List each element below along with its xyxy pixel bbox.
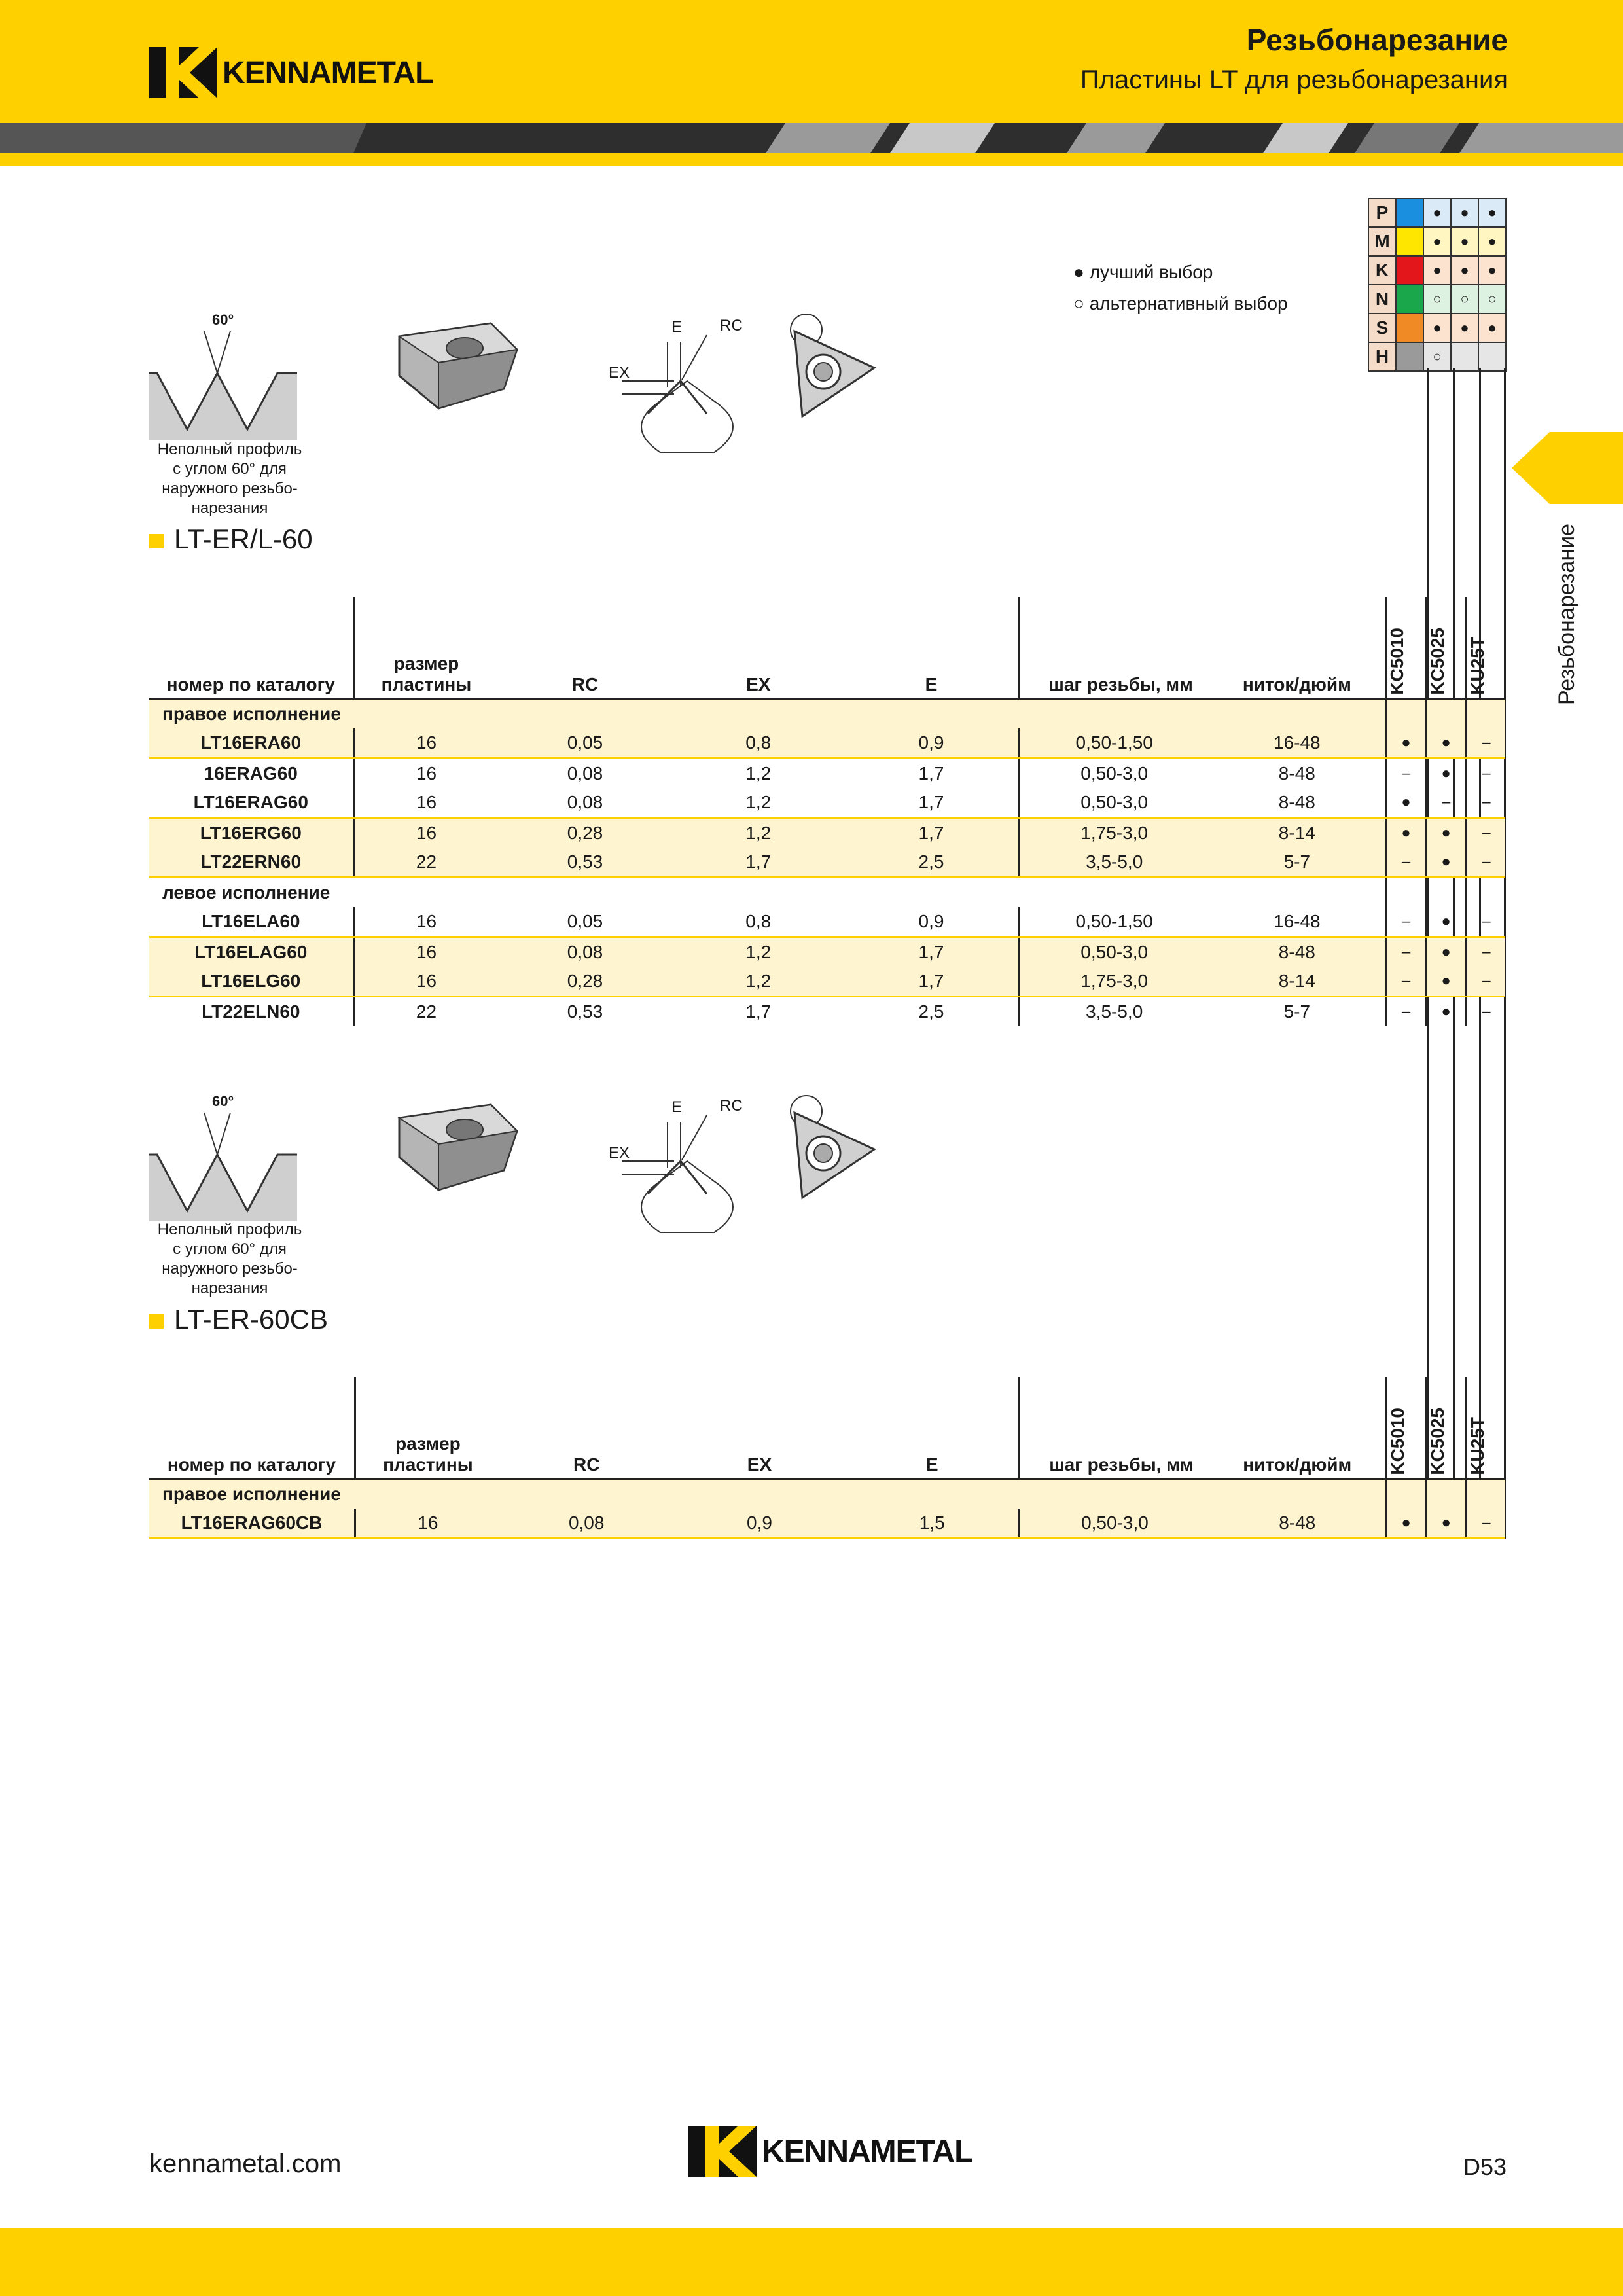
legend-best — [1073, 262, 1213, 283]
grade-mark: ● — [1426, 848, 1466, 878]
grade-mark: ● — [1386, 818, 1426, 848]
material-row — [1368, 342, 1506, 371]
grade-mark: – — [1386, 997, 1426, 1027]
section-label: правое исполнение — [149, 699, 1386, 729]
material-grade-mark: ● — [1451, 256, 1478, 285]
series-title-text-2: LT-ER-60CB — [174, 1304, 328, 1335]
table-cell: 1,7 — [845, 937, 1019, 967]
grade-mark: – — [1466, 848, 1505, 878]
yellow-square-icon — [149, 534, 164, 548]
grade-cell — [1386, 1479, 1426, 1509]
grade-mark: ● — [1426, 818, 1466, 848]
material-color-swatch — [1396, 227, 1423, 256]
section-label: левое исполнение — [162, 882, 330, 903]
table-cell: 0,50-3,0 — [1019, 937, 1209, 967]
grade-mark: ● — [1386, 788, 1426, 818]
table-cell: 0,08 — [500, 1509, 673, 1539]
material-grade-mark: ● — [1478, 227, 1506, 256]
grade-cell — [1386, 699, 1426, 729]
table-cell: 0,50-3,0 — [1019, 788, 1209, 818]
table-cell: 1,2 — [745, 763, 772, 783]
table-cell: 0,28 — [498, 967, 671, 997]
material-grade-mark: ● — [1423, 198, 1451, 227]
material-code: M — [1368, 227, 1396, 256]
dim-ex-label-2: EX — [609, 1144, 630, 1162]
section-tab[interactable] — [1512, 432, 1623, 504]
page-number: D53 — [1463, 2153, 1507, 2180]
column-header: E — [845, 597, 1019, 699]
dim-ex-label: EX — [609, 364, 630, 382]
material-grade-mark: ● — [1423, 227, 1451, 256]
section-row — [149, 699, 1505, 729]
series-title-text: LT-ER/L-60 — [174, 524, 313, 554]
grade-header — [1386, 597, 1426, 699]
profile-caption: Неполный профиль с углом 60° для наружного резьбо- нарезания — [157, 440, 302, 517]
table-cell: 8-48 — [1209, 937, 1386, 967]
table-cell: 5-7 — [1283, 1001, 1311, 1022]
material-code: S — [1368, 314, 1396, 342]
table-cell: 1,7 — [745, 1001, 772, 1022]
table-row — [149, 1509, 1505, 1539]
column-header: EX — [673, 1377, 846, 1479]
column-header: RC — [498, 597, 671, 699]
grade-cell — [1386, 878, 1426, 908]
table-cell: 0,53 — [567, 1001, 603, 1022]
table-cell: 0,9 — [845, 907, 1019, 937]
angle-label-2: 60° — [212, 1093, 234, 1109]
material-grade-mark — [1478, 342, 1506, 371]
grade-header — [1426, 597, 1466, 699]
grade-mark: ● — [1426, 967, 1466, 997]
grade-mark: – — [1466, 788, 1505, 818]
hollow-dot-icon: ○ — [1073, 293, 1084, 314]
table-cell: 0,05 — [498, 907, 671, 937]
table-cell: 3,5-5,0 — [1086, 1001, 1143, 1022]
table-row — [149, 937, 1505, 967]
brand-name: KENNAMETAL — [223, 55, 434, 90]
table-cell: 16 — [353, 937, 498, 967]
catalog-number: LT16ELAG60 — [149, 937, 353, 967]
table-cell: 0,05 — [498, 728, 671, 759]
material-grade-mark: ● — [1451, 227, 1478, 256]
table-cell: 16 — [353, 788, 498, 818]
column-header: ниток/дюйм — [1209, 1377, 1386, 1479]
table-header-row — [149, 1377, 1505, 1479]
table-cell: 0,9 — [673, 1509, 846, 1539]
table-cell: 0,08 — [498, 788, 671, 818]
profile-caption-2: Неполный профиль с углом 60° для наружного резьбо- нарезания — [157, 1221, 302, 1297]
material-color-swatch — [1396, 198, 1423, 227]
legend-alternative — [1073, 293, 1288, 314]
grade-mark: – — [1386, 759, 1426, 789]
table-cell: 0,8 — [672, 907, 845, 937]
grade-header-label: KC5025 — [1427, 628, 1448, 695]
legend-best-label: лучший выбор — [1089, 262, 1213, 282]
table-cell: 0,50-1,50 — [1019, 728, 1209, 759]
series-title — [149, 524, 313, 555]
material-grade-mark: ● — [1451, 198, 1478, 227]
grade-header-label: KC5010 — [1387, 628, 1408, 695]
table-cell: 1,7 — [672, 848, 845, 878]
material-color-swatch — [1396, 256, 1423, 285]
table-cell: 0,50-1,50 — [1019, 907, 1209, 937]
material-row — [1368, 198, 1506, 227]
table-cell: 1,7 — [845, 759, 1019, 789]
catalog-number: LT16ELG60 — [149, 967, 353, 997]
grade-cell — [1466, 699, 1505, 729]
section-tab-label: Резьбонарезание — [1554, 524, 1579, 705]
material-code: N — [1368, 285, 1396, 314]
page-title: Резьбонарезание — [1246, 23, 1508, 57]
material-grade-mark: ● — [1478, 314, 1506, 342]
table-cell: 1,2 — [672, 788, 845, 818]
table-cell: 16-48 — [1209, 728, 1386, 759]
grade-header-label: KC5010 — [1387, 1408, 1408, 1475]
footer-logo — [688, 2126, 972, 2177]
table-cell: 0,50-3,0 — [1020, 1509, 1209, 1539]
material-color-swatch — [1396, 342, 1423, 371]
table-cell: 1,2 — [672, 967, 845, 997]
table-row — [149, 728, 1505, 759]
kennametal-k-icon — [149, 47, 217, 98]
table-cell: 22 — [416, 1001, 437, 1022]
material-color-swatch — [1396, 314, 1423, 342]
column-header: RC — [500, 1377, 673, 1479]
table-cell: 0,53 — [498, 848, 671, 878]
column-header: номер по каталогу — [149, 597, 353, 699]
grade-header-label: KU25T — [1467, 637, 1488, 695]
material-row — [1368, 285, 1506, 314]
grade-cell — [1466, 878, 1505, 908]
grade-cell — [1426, 699, 1466, 729]
grade-header-label: KC5025 — [1427, 1408, 1448, 1475]
grade-cell — [1426, 1479, 1466, 1509]
grade-mark: ● — [1426, 907, 1466, 937]
grade-mark: – — [1426, 788, 1466, 818]
grade-header — [1466, 597, 1505, 699]
grade-cell — [1426, 878, 1466, 908]
table-cell: 22 — [353, 848, 498, 878]
filled-dot-icon: ● — [1073, 262, 1084, 282]
grade-mark: – — [1466, 907, 1505, 937]
grade-mark: – — [1386, 848, 1426, 878]
table-cell: 0,50-3,0 — [1080, 763, 1149, 783]
table-cell: 0,08 — [498, 937, 671, 967]
column-header: E — [846, 1377, 1019, 1479]
table-cell: 0,08 — [567, 763, 603, 783]
material-row — [1368, 227, 1506, 256]
stripe-pattern-icon — [0, 123, 1623, 153]
table-row — [149, 788, 1505, 818]
table-cell: 1,7 — [845, 818, 1019, 848]
table-row — [149, 848, 1505, 878]
catalog-number: LT16ERA60 — [149, 728, 353, 759]
table-cell: 8-48 — [1209, 1509, 1386, 1539]
table-header-row — [149, 597, 1505, 699]
table-cell: 16 — [353, 728, 498, 759]
table-row — [149, 967, 1505, 997]
insert-3d-image — [393, 310, 524, 418]
grade-cell — [1466, 1479, 1505, 1509]
table-cell: 1,75-3,0 — [1019, 967, 1209, 997]
footer-brand-name: KENNAMETAL — [762, 2134, 973, 2169]
table-row — [149, 997, 1505, 1027]
table-cell: 16 — [353, 907, 498, 937]
table-cell: 8-48 — [1209, 788, 1386, 818]
catalog-number: 16ERAG60 — [149, 759, 353, 789]
column-header: номер по каталогу — [149, 1377, 355, 1479]
grade-mark: – — [1466, 728, 1505, 759]
footer-website[interactable]: kennametal.com — [149, 2149, 342, 2178]
material-row — [1368, 314, 1506, 342]
grade-header-label: KU25T — [1467, 1417, 1488, 1475]
grade-mark: ● — [1426, 728, 1466, 759]
catalog-number: LT22ERN60 — [149, 848, 353, 878]
column-header: шаг резьбы, мм — [1019, 597, 1209, 699]
table-cell: 16 — [355, 1509, 499, 1539]
table-cell: 3,5-5,0 — [1019, 848, 1209, 878]
material-grade-mark: ● — [1451, 314, 1478, 342]
section-row — [149, 1479, 1505, 1509]
insert-dimension-diagram-2 — [609, 1096, 759, 1236]
footer-band — [0, 2228, 1623, 2296]
grade-mark: ● — [1386, 728, 1426, 759]
table-cell: 16-48 — [1209, 907, 1386, 937]
material-grade-mark: ● — [1423, 256, 1451, 285]
table-cell: 0,28 — [498, 818, 671, 848]
grade-header — [1386, 1377, 1426, 1479]
grade-header — [1426, 1377, 1466, 1479]
table-cell: 8-14 — [1209, 967, 1386, 997]
decorative-stripe-band — [0, 123, 1623, 153]
material-grade-mark: ○ — [1478, 285, 1506, 314]
material-code: P — [1368, 198, 1396, 227]
table-cell: 2,5 — [845, 997, 1019, 1027]
kennametal-logo — [149, 47, 433, 98]
grade-mark: – — [1466, 1509, 1505, 1539]
material-code: H — [1368, 342, 1396, 371]
material-code: K — [1368, 256, 1396, 285]
product-table-2 — [149, 1377, 1505, 1539]
material-color-swatch — [1396, 285, 1423, 314]
catalog-number: LT16ERAG60CB — [149, 1509, 355, 1539]
table-cell: 8-14 — [1209, 818, 1386, 848]
insert-top-view — [783, 312, 881, 426]
table-cell: 1,75-3,0 — [1019, 818, 1209, 848]
grade-mark: – — [1466, 997, 1505, 1027]
insert-top-view-2 — [783, 1093, 881, 1208]
catalog-number: LT16ELA60 — [149, 907, 353, 937]
table-cell: 1,2 — [672, 937, 845, 967]
dim-rc-label-2: RC — [720, 1097, 743, 1115]
thread-profile-diagram — [149, 312, 297, 446]
series-title-2 — [149, 1304, 328, 1335]
table-cell: 0,8 — [672, 728, 845, 759]
table-cell: 16 — [353, 818, 498, 848]
thread-profile-diagram-2 — [149, 1093, 297, 1227]
material-grade-mark — [1451, 342, 1478, 371]
grade-mark: – — [1466, 818, 1505, 848]
grade-mark: – — [1466, 759, 1505, 789]
grade-mark: ● — [1426, 997, 1466, 1027]
column-header: размер пластины — [353, 597, 498, 699]
table-cell: 1,5 — [846, 1509, 1019, 1539]
table-cell: 1,7 — [845, 967, 1019, 997]
material-row — [1368, 256, 1506, 285]
insert-3d-image-2 — [393, 1092, 524, 1200]
table-cell: 1,2 — [672, 818, 845, 848]
column-header: ниток/дюйм — [1209, 597, 1386, 699]
material-grade-mark: ○ — [1423, 342, 1451, 371]
material-grade-mark: ○ — [1451, 285, 1478, 314]
table-row — [149, 759, 1505, 789]
table-cell: 8-48 — [1278, 763, 1315, 783]
table-cell: 5-7 — [1209, 848, 1386, 878]
grade-mark: ● — [1426, 759, 1466, 789]
kennametal-k-icon — [688, 2126, 757, 2177]
grade-mark: – — [1466, 967, 1505, 997]
insert-dimension-diagram — [609, 315, 759, 456]
grade-mark: – — [1466, 937, 1505, 967]
legend-alternative-label: альтернативный выбор — [1089, 293, 1288, 314]
catalog-number: LT22ELN60 — [149, 997, 353, 1027]
grade-mark: – — [1386, 967, 1426, 997]
table-cell: 1,7 — [845, 788, 1019, 818]
section-row — [149, 878, 1505, 908]
grade-mark: ● — [1426, 937, 1466, 967]
catalog-number: LT16ERG60 — [149, 818, 353, 848]
material-grade-mark: ○ — [1423, 285, 1451, 314]
material-grade-mark: ● — [1478, 198, 1506, 227]
column-header: размер пластины — [355, 1377, 499, 1479]
column-header: EX — [672, 597, 845, 699]
product-table — [149, 597, 1505, 1026]
yellow-square-icon — [149, 1314, 164, 1329]
grade-mark: ● — [1426, 1509, 1466, 1539]
page-subtitle: Пластины LT для резьбонарезания — [1080, 65, 1508, 94]
header-underline — [0, 153, 1623, 166]
grade-mark: – — [1386, 937, 1426, 967]
table-row — [149, 907, 1505, 937]
table-row — [149, 818, 1505, 848]
dim-e-label: E — [671, 318, 683, 336]
grade-mark: ● — [1386, 1509, 1426, 1539]
grade-header — [1466, 1377, 1505, 1479]
table-cell: 16 — [416, 763, 437, 783]
table-cell: 2,5 — [845, 848, 1019, 878]
column-header: шаг резьбы, мм — [1020, 1377, 1209, 1479]
material-grade-mark: ● — [1423, 314, 1451, 342]
table-cell: 0,9 — [845, 728, 1019, 759]
table-cell: 16 — [353, 967, 498, 997]
section-label: правое исполнение — [149, 1479, 1386, 1509]
grade-mark: – — [1386, 907, 1426, 937]
dim-e-label-2: E — [671, 1098, 683, 1116]
catalog-number: LT16ERAG60 — [149, 788, 353, 818]
angle-label: 60° — [212, 312, 234, 328]
material-grade-mark: ● — [1478, 256, 1506, 285]
material-application-grid — [1368, 198, 1507, 372]
dim-rc-label: RC — [720, 317, 743, 334]
